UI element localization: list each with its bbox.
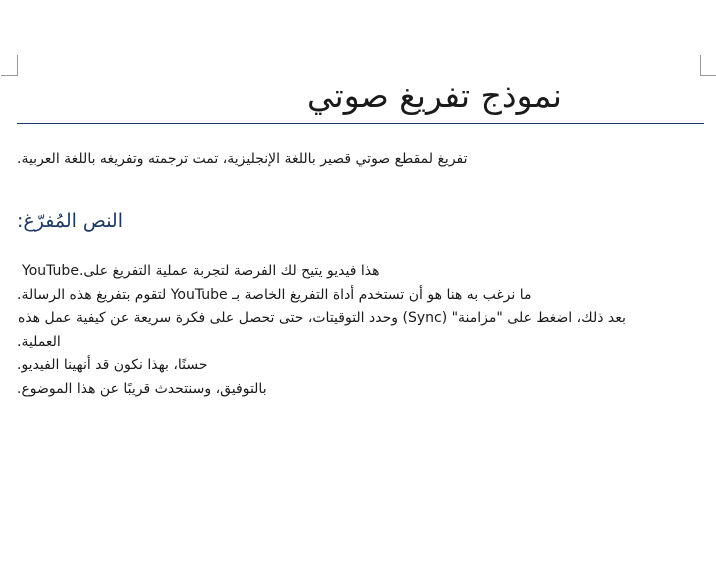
transcript-line[interactable]: العملية. <box>17 333 61 350</box>
document-body[interactable] <box>17 70 704 401</box>
transcript-line[interactable]: بعد ذلك، اضغط على "مزامنة" (Sync) وحدد التوقيتات، حتى تحصل على فكرة سريعة عن كيفية عمل هذه <box>18 310 626 326</box>
section-heading[interactable]: النص المُفرّغ: <box>17 210 124 232</box>
transcript-line[interactable]: حسنًا، بهذا نكون قد أنهينا الفيديو. <box>17 357 208 373</box>
document-title[interactable]: نموذج تفريغ صوتي <box>17 70 704 124</box>
transcript-line[interactable]: هذا فيديو يتيح لك الفرصة لتجربة عملية التفريغ على.YouTube <box>22 263 380 279</box>
transcript-line[interactable]: بالتوفيق، وسنتحدث قريبًا عن هذا الموضوع. <box>17 380 267 397</box>
crop-mark-left <box>1 55 18 76</box>
transcript-paragraph[interactable] <box>17 260 704 401</box>
transcript-line[interactable]: ما نرغب به هنا هو أن تستخدم أداة التفريغ الخاصة بـ YouTube لتقوم بتفريغ هذه الرسالة. <box>17 286 532 303</box>
document-subtitle[interactable]: تفريغ لمقطع صوتي قصير باللغة الإنجليزية، تمت ترجمته وتفريغه باللغة العربية. <box>17 151 468 167</box>
